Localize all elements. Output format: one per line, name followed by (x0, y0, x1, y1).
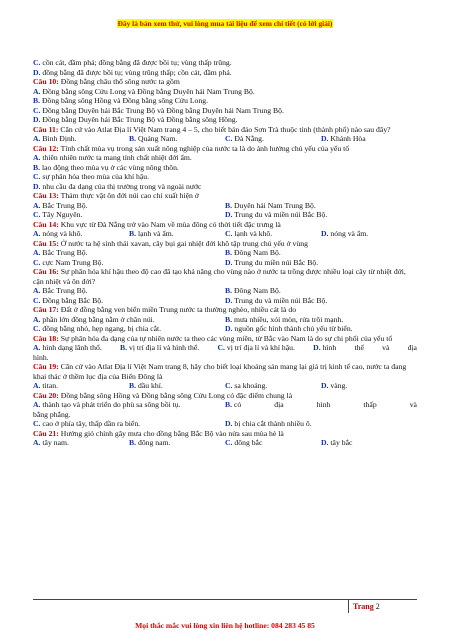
options-row (33, 315, 417, 325)
option: A. Bình Định. (33, 134, 77, 143)
options-row (33, 343, 417, 353)
question-16: Câu 16: Sự phân hóa khí hậu theo độ cao đã tạo khả năng cho vùng nào ở nước ta trồng được nhiều loại cây từ nhiệt đới, cận nhiệt và ôn đới? (33, 267, 406, 286)
option: B. lao động theo mùa vụ ở các vùng nông thôn. (33, 162, 179, 172)
option: B. vị trí địa lí và hình thể. (119, 343, 200, 352)
question-20: Câu 20: Đồng bằng sông Hồng và Đồng bằng sông Cửu Long có đặc điểm chung là (33, 390, 293, 400)
document-body (33, 58, 417, 448)
option: A. thiên nhiên nước ta mang tính chất nhiệt đới ẩm. (33, 153, 192, 162)
option: D. Trung du và miền núi Bắc Bộ. (225, 210, 328, 219)
option: B. mưa nhiều, xói mòn, rửa trôi mạnh. (225, 314, 344, 324)
option: C. sự phân hóa theo mùa của khí hậu. (33, 172, 150, 181)
options-row (33, 381, 417, 391)
option: D. tây bắc (321, 438, 353, 447)
option: C. lạnh và khô. (225, 229, 273, 238)
hotline-footer: Mọi thắc mắc vui lòng xin liên hệ hotline: 084 283 45 85 (135, 621, 315, 630)
option-word: địa (407, 343, 417, 352)
option: D. Trung du miền núi Bắc Bộ. (225, 257, 319, 267)
option: B. lạnh và ẩm. (129, 229, 174, 238)
option: C. Đà Nẵng. (225, 134, 264, 143)
option: B. Đông Nam Bộ. (225, 286, 281, 295)
option-continuation: hình. (33, 352, 49, 362)
option: C. Tây Nguyên. (33, 210, 83, 219)
option: C. sa khoáng. (225, 381, 268, 390)
question-15: Câu 15: Ở nước ta hệ sinh thái xavan, cây bụi gai nhiệt đới khô tập trung chủ yếu ở vùng (33, 238, 308, 248)
question-21: Câu 21: Hướng gió chính gây mưa cho đồng bằng Bắc Bộ vào nửa sau mùa hè là (33, 428, 284, 438)
option: A. tây nam. (33, 438, 69, 447)
question-18: Câu 18: Sự phân hóa đa dạng của tự nhiên nước ta theo các vùng miền, từ Bắc vào Nam là do sự chi phối của yếu tố (33, 333, 393, 343)
option: D. Trung du và miền núi Bắc Bộ. (225, 295, 328, 305)
option-word: và (382, 343, 390, 352)
preview-banner-text: Đây là bản xem thử, vui lòng mua tài liệu để xem chi tiết (có lời giải) (117, 19, 333, 28)
options-row (33, 286, 417, 296)
option: A. Đồng bằng sông Cửu Long và Đồng bằng Duyên hải Nam Trung Bộ. (33, 86, 255, 96)
option: D. Khánh Hòa (321, 134, 366, 143)
option: C. Đồng bằng Bắc Bộ. (33, 295, 104, 305)
options-row (33, 258, 417, 268)
option: C. cao ở phía tây, thấp dần ra biển. (33, 419, 141, 428)
option: D. nóng và ẩm. (321, 229, 369, 238)
question-19: Câu 19: Căn cứ vào Atlat Địa lí Việt Nam trang 8, hãy cho biết loại khoáng sản mang lại giá trị kinh tế cao, nước ta đang khai thác ở thềm lục địa của Biển Đông là (33, 362, 407, 381)
option: C. vị trí địa lí và khí hậu. (217, 343, 295, 352)
options-row (33, 400, 417, 410)
option: B. đông nam. (129, 438, 171, 447)
preview-banner (0, 13, 450, 31)
options-row (33, 134, 417, 144)
option-word: thể (354, 343, 364, 352)
question-12: Câu 12: Tính chất mùa vụ trong sản xuất nông nghiệp của nước ta là do ảnh hưởng chủ yếu của yếu tố (33, 143, 350, 153)
option: D. vàng. (321, 381, 348, 390)
option: D. hình (313, 343, 337, 352)
question-13: Câu 13: Thảm thực vật ôn đới núi cao chỉ xuất hiện ở (33, 191, 199, 200)
option: A. thành tạo và phát triển do phù sa sông bồi tụ. (33, 400, 181, 409)
option: A. nóng và khô. (33, 229, 83, 238)
option: C. đông bắc (225, 438, 263, 447)
option: A. hình dạng lãnh thổ. (33, 343, 102, 352)
option: D. Đồng bằng Duyên hải Bắc Trung Bộ và Đồng bằng sông Hồng. (33, 115, 238, 124)
options-row (33, 324, 417, 334)
question-11: Câu 11: Căn cứ vào Atlat Địa lí Việt Nam trang 4 – 5, cho biết bán đảo Sơn Trà thuộc tỉnh (thành phố) nào sau đây? (33, 124, 391, 134)
option: B. có địa hình thấp và (225, 400, 417, 409)
options-row (33, 248, 417, 258)
option: A. Bắc Trung Bộ. (33, 200, 88, 210)
options-row (33, 210, 417, 220)
option: C. Đồng bằng Duyên hải Bắc Trung Bộ và Đồng bằng Duyên hải Nam Trung Bộ. (33, 105, 284, 115)
option: B. dầu khí. (129, 381, 163, 390)
question-14: Câu 14: Khu vực từ Đà Nẵng trở vào Nam về mùa đông có thời tiết đặc trưng là (33, 219, 281, 229)
option: B. Duyên hải Nam Trung Bộ. (225, 200, 316, 210)
answer-line: D. đồng bằng đã được bồi tụ; vùng trũng thấp; cồn cát, đầm phá. (33, 67, 232, 77)
options-row (33, 229, 417, 239)
options-row (33, 296, 417, 306)
options-row (33, 201, 417, 211)
option: C. cực Nam Trung Bộ. (33, 257, 104, 267)
option: A. Bắc Trung Bộ. (33, 286, 88, 295)
option: D. nhu cầu đa dạng của thị trường trong và ngoài nước (33, 181, 202, 191)
options-row (33, 419, 417, 429)
option: A. phần lớn đồng bằng nằm ở chân núi. (33, 314, 155, 324)
question-10: Câu 10: Đồng bằng châu thổ sông nước ta gồm (33, 77, 180, 86)
option: B. Đồng bằng sông Hồng và Đồng bằng sông Cửu Long. (33, 96, 209, 105)
option: A. Bắc Trung Bộ. (33, 248, 88, 257)
options-row (33, 438, 417, 448)
option: D. bị chia cắt thành nhiều ô. (225, 419, 312, 428)
option: A. titan. (33, 381, 58, 390)
page-number: Trang 2 (348, 600, 380, 613)
option: D. nguồn gốc hình thành chủ yếu từ biển. (225, 324, 353, 333)
question-17: Câu 17: Đất ở đồng bằng ven biển miền Trung nước ta thường nghèo, nhiều cát là do (33, 305, 297, 314)
option-continuation: bằng phẳng. (33, 409, 71, 419)
option: C. đồng bằng nhỏ, hẹp ngang, bị chia cắt. (33, 324, 162, 333)
option: B. Đông Nam Bộ. (225, 248, 281, 257)
answer-line: C. cồn cát, đầm phá; đồng bằng đã được bồi tụ; vùng thấp trũng. (33, 58, 232, 67)
option: B. Quảng Nam. (129, 134, 178, 143)
